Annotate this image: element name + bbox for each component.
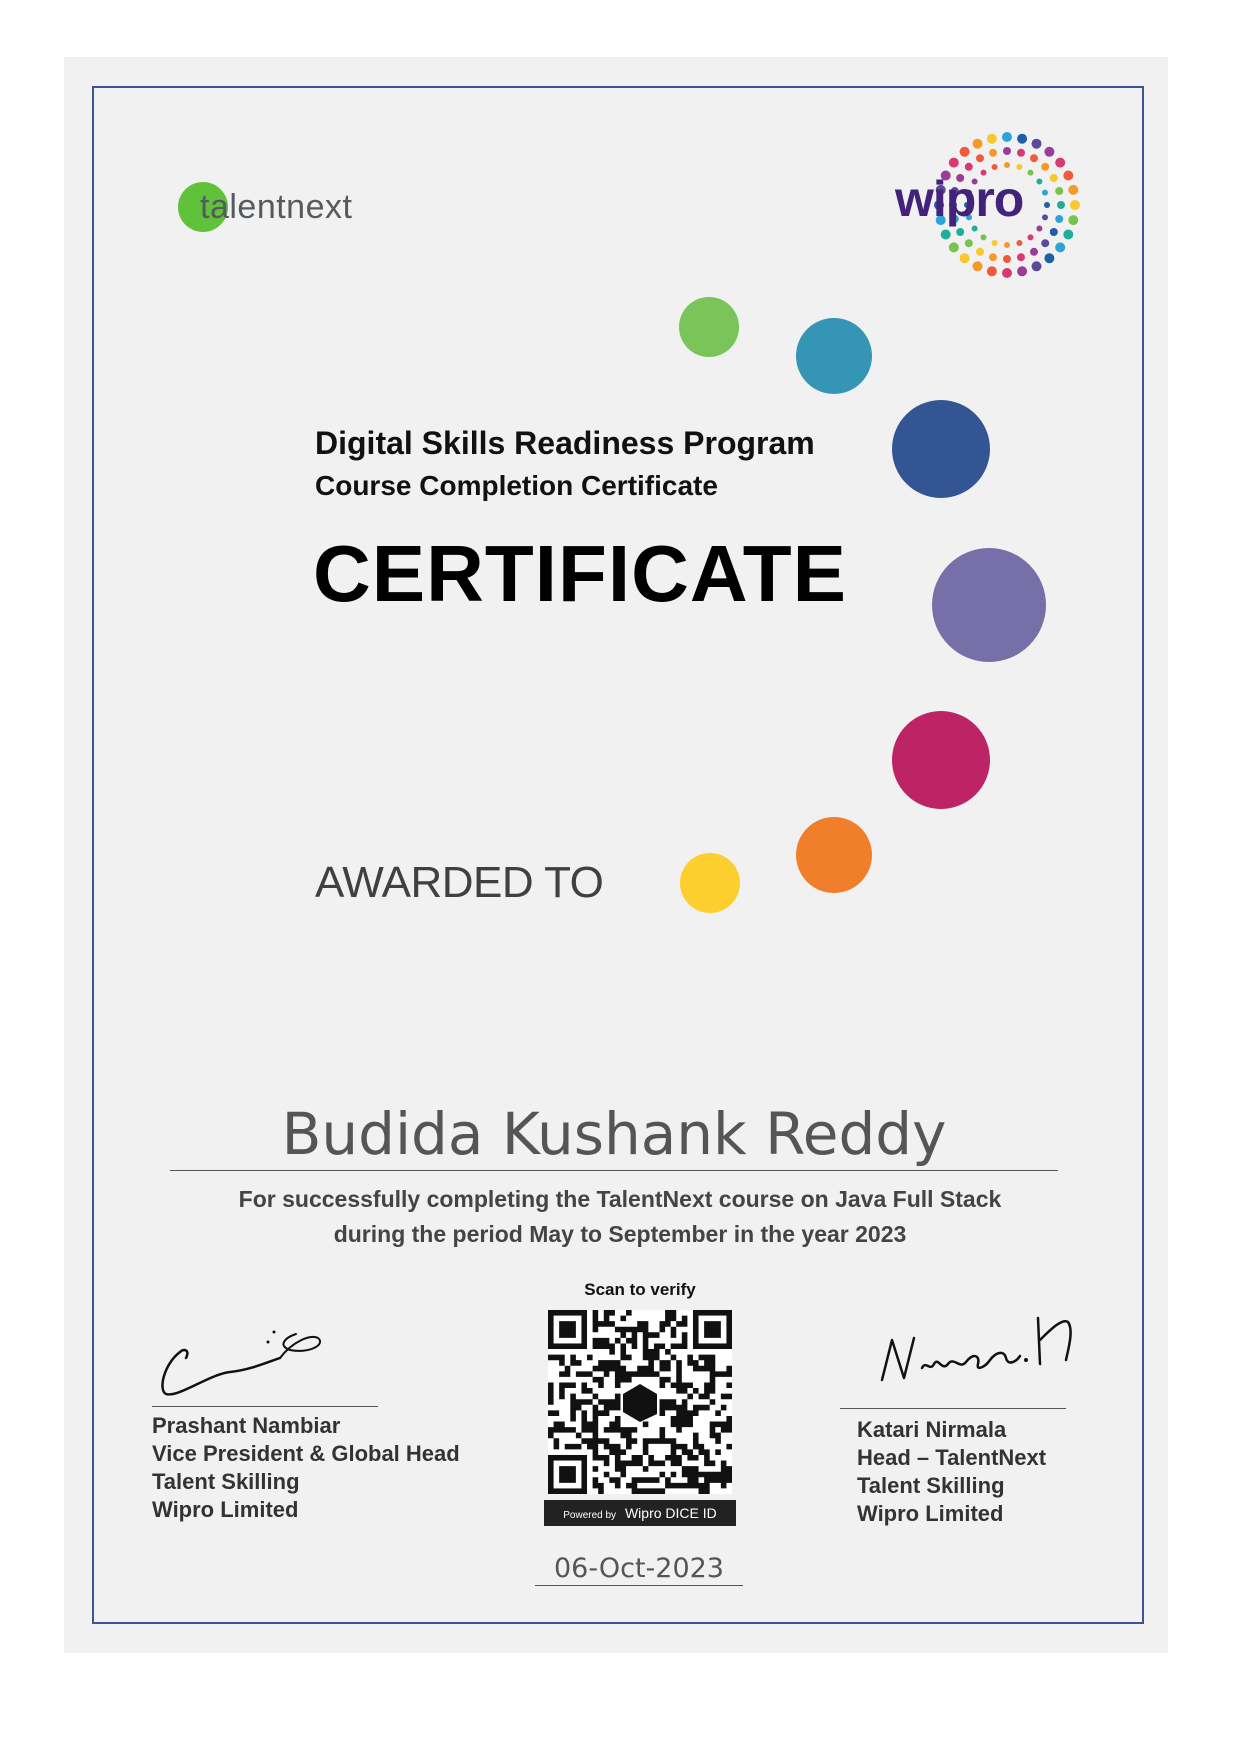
verification-qr-code[interactable] xyxy=(548,1310,732,1494)
wipro-burst-dot xyxy=(1028,234,1034,240)
wipro-burst-dot xyxy=(987,266,997,276)
wipro-burst-dot xyxy=(1030,154,1038,162)
wipro-burst-dot xyxy=(976,154,984,162)
wipro-burst-dot xyxy=(1055,158,1065,168)
signatory-left-department: Talent Skilling xyxy=(152,1469,300,1494)
wipro-burst-dot xyxy=(1050,228,1058,236)
decor-dot-blue xyxy=(892,400,990,498)
wipro-burst-dot xyxy=(1017,149,1025,157)
qr-finder-pattern xyxy=(704,1321,721,1338)
wipro-burst-dot xyxy=(1044,253,1054,263)
wipro-burst-dot xyxy=(1042,190,1048,196)
wipro-burst-dot xyxy=(1036,226,1042,232)
wipro-burst-dot xyxy=(1017,134,1027,144)
wipro-burst-dot xyxy=(949,158,959,168)
course-description-line-2: during the period May to September in the year 2023 xyxy=(333,1221,907,1247)
wipro-burst-dot xyxy=(987,134,997,144)
talentnext-logo xyxy=(178,180,388,236)
decor-dot-orange xyxy=(796,817,872,893)
program-title: Digital Skills Readiness Program xyxy=(315,425,815,461)
certificate-subtitle: Course Completion Certificate xyxy=(315,470,718,501)
issue-date: 06-Oct-2023 xyxy=(554,1553,724,1584)
signatory-right-block xyxy=(857,1416,1046,1528)
wipro-burst-dot xyxy=(1041,163,1049,171)
wipro-burst-dot xyxy=(1063,171,1073,181)
signatory-right-department: Talent Skilling xyxy=(857,1473,1005,1498)
signatory-right-name: Katari Nirmala xyxy=(857,1417,1007,1442)
wipro-burst-dot xyxy=(973,139,983,149)
wipro-burst-dot xyxy=(992,240,998,246)
wipro-burst-dot xyxy=(1017,253,1025,261)
wipro-burst-dot xyxy=(1002,132,1012,142)
wipro-burst-dot xyxy=(1068,185,1078,195)
talentnext-logo-text: talentnext xyxy=(200,188,353,226)
wipro-logo xyxy=(895,130,1095,290)
wipro-burst-dot xyxy=(1063,230,1073,240)
wipro-burst-dot xyxy=(1055,242,1065,252)
signatory-right-company: Wipro Limited xyxy=(857,1501,1004,1526)
signatory-left-name: Prashant Nambiar xyxy=(152,1413,341,1438)
signature-line-right xyxy=(840,1408,1066,1409)
wipro-burst-dot xyxy=(1050,174,1058,182)
course-description-line-1: For successfully completing the TalentNext course on Java Full Stack xyxy=(238,1186,1002,1212)
wipro-burst-dot xyxy=(1036,179,1042,185)
wipro-burst-dot xyxy=(1017,266,1027,276)
signatory-left-company: Wipro Limited xyxy=(152,1497,299,1522)
wipro-burst-dot xyxy=(1016,240,1022,246)
signature-katari-nirmala xyxy=(870,1300,1080,1400)
issue-date-underline xyxy=(535,1585,743,1586)
wipro-burst-dot xyxy=(1057,201,1065,209)
wipro-burst-dot xyxy=(941,230,951,240)
scan-to-verify-label: Scan to verify xyxy=(584,1280,696,1299)
awarded-to-label: AWARDED TO xyxy=(315,858,604,907)
wipro-burst-dot xyxy=(965,239,973,247)
wipro-burst-dot xyxy=(960,147,970,157)
wipro-burst-dot xyxy=(949,242,959,252)
decor-dot-green xyxy=(679,297,739,357)
powered-by-badge xyxy=(544,1500,736,1526)
decor-dot-yellow xyxy=(680,853,740,913)
wipro-burst-dot xyxy=(1004,242,1010,248)
wipro-burst-dot xyxy=(976,248,984,256)
wipro-logo-text: wipro xyxy=(895,171,1024,227)
wipro-burst-dot xyxy=(989,149,997,157)
wipro-burst-dot xyxy=(1003,147,1011,155)
wipro-burst-dot xyxy=(1044,202,1050,208)
signature-prashant-nambiar xyxy=(150,1312,330,1402)
wipro-burst-dot xyxy=(1055,215,1063,223)
qr-finder-pattern xyxy=(559,1321,576,1338)
wipro-burst-dot xyxy=(1032,139,1042,149)
signatory-left-block xyxy=(152,1412,460,1524)
signature-line-left xyxy=(152,1406,378,1407)
recipient-name: Budida Kushank Reddy xyxy=(281,1100,947,1168)
signatory-right-title: Head – TalentNext xyxy=(857,1445,1047,1470)
qr-finder-pattern xyxy=(559,1466,576,1483)
wipro-burst-dot xyxy=(1004,162,1010,168)
wipro-burst-dot xyxy=(1028,170,1034,176)
wipro-burst-dot xyxy=(981,234,987,240)
wipro-burst-dot xyxy=(1044,147,1054,157)
wipro-burst-dot xyxy=(1030,248,1038,256)
certificate-heading: CERTIFICATE xyxy=(313,529,847,618)
signatory-left-title: Vice President & Global Head xyxy=(152,1441,460,1466)
wipro-burst-dot xyxy=(1041,239,1049,247)
decor-dot-purple xyxy=(932,548,1046,662)
wipro-burst-dot xyxy=(960,253,970,263)
decor-dot-magenta xyxy=(892,711,990,809)
recipient-name-underline xyxy=(170,1170,1058,1171)
decor-dot-teal xyxy=(796,318,872,394)
wipro-burst-dot xyxy=(1002,268,1012,278)
powered-by-name: Wipro DICE ID xyxy=(624,1505,717,1521)
wipro-burst-dot xyxy=(956,228,964,236)
powered-by-prefix: Powered by xyxy=(563,1510,617,1521)
wipro-burst-dot xyxy=(1068,215,1078,225)
wipro-burst-dot xyxy=(1003,255,1011,263)
wipro-burst-dot xyxy=(1032,261,1042,271)
wipro-burst-dot xyxy=(989,253,997,261)
wipro-burst-dot xyxy=(1055,187,1063,195)
wipro-burst-dot xyxy=(973,261,983,271)
wipro-burst-dot xyxy=(1070,200,1080,210)
wipro-burst-dot xyxy=(1042,214,1048,220)
